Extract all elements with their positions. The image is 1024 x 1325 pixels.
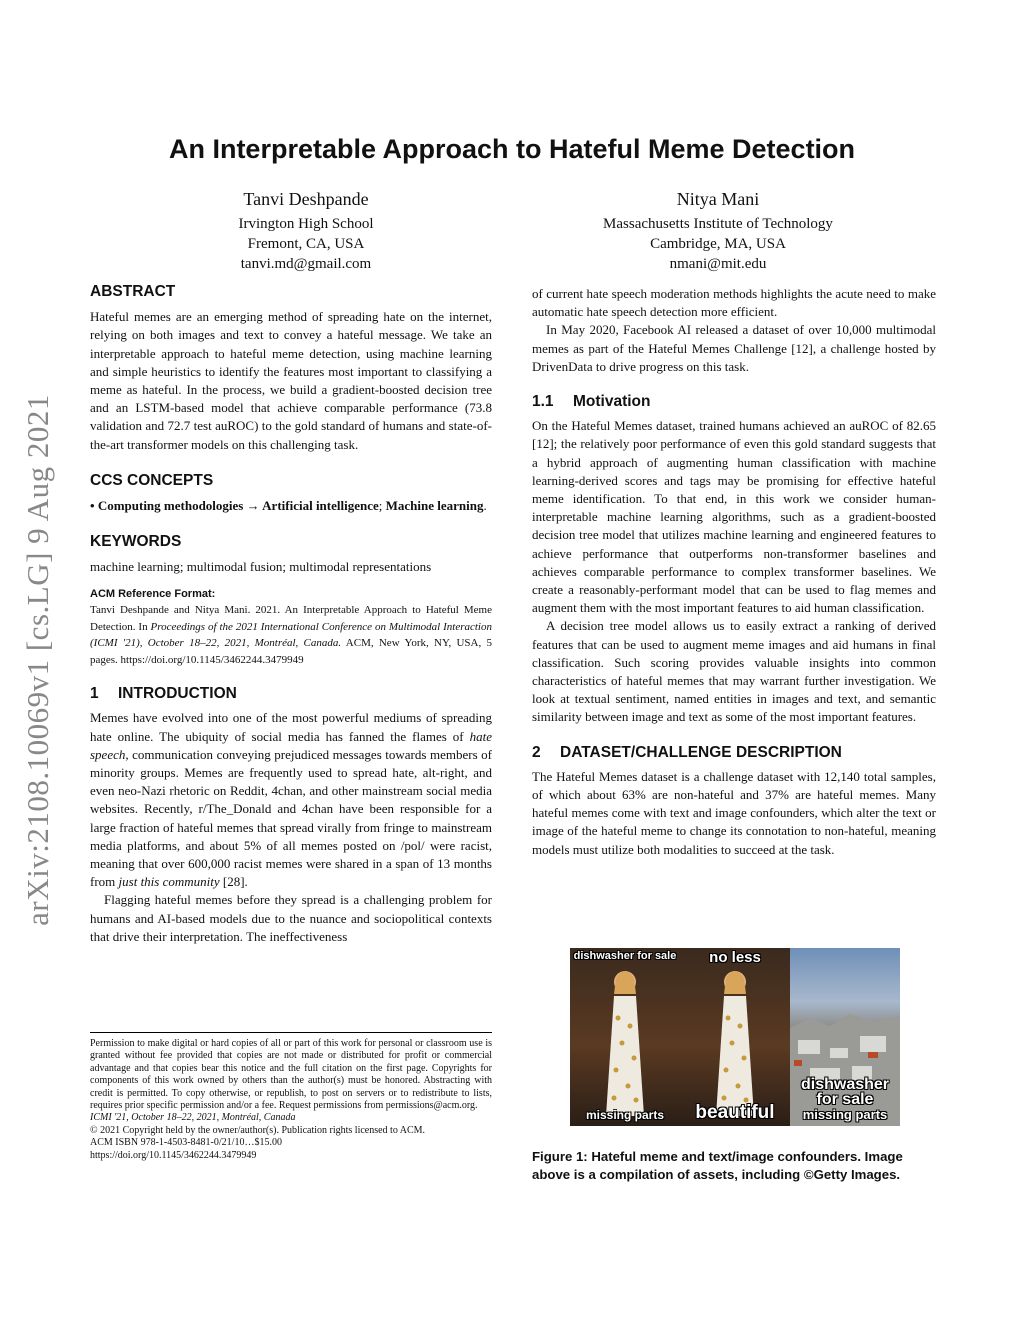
right-paragraph-1: In May 2020, Facebook AI released a dataset of over 10,000 multimodal memes as part of the Hateful Memes Challenge [12], a challenge hosted by DrivenData to drive progress on this task.: [532, 322, 936, 374]
section-number: 2: [532, 743, 541, 761]
motivation-paragraph-1: On the Hateful Memes dataset, trained humans achieved an auROC of 82.65 [12]; the relatively poor performance of even this gold standard suggests that a hybrid approach of augmenting human classification with machine learning-derived scores and tags may be promising for effective hateful meme identification. To that end, in this work we consider human-interpretable machine learning algorithms, such as a gradient-boosted decision tree model that utilizes machine learning and engineered features to achieve performance that outperforms non-transformer baselines and achieves comparable performance to complex transformer baselines. We create a reasonably-performant model that can be used to flag memes and augment them with the most important features to aid human classification.: [532, 418, 936, 616]
acm-ref-venue: Proceedings of the 2021 International Conference on Multimodal Interaction (ICMI '21), October 18–22, 2021, Montréal, Canada.: [90, 620, 492, 650]
meme-bottom-text: beautiful: [695, 1102, 775, 1123]
ccs-heading: CCS CONCEPTS: [90, 471, 214, 489]
meme-bottom-text: for sale: [816, 1091, 874, 1108]
arxiv-id: arXiv:2108.10069v1 [cs.LG] 9 Aug 2021: [20, 394, 55, 926]
section-title: DATASET/CHALLENGE DESCRIPTION: [560, 743, 842, 761]
motivation-heading: [532, 393, 936, 411]
acm-ref-part: ACM, New York, NY, USA, 5 pages. https://doi.org/10.1145/3462244.3479949: [90, 637, 492, 666]
author-block-1: [126, 186, 486, 274]
ccs-bullet: •: [90, 498, 95, 514]
intro-paragraph-2: Flagging hateful memes before they spread is a challenging problem for humans and AI-based models due to the nuance and sociopolitical contexts that drive their interpretation. The ineffectiveness: [90, 892, 492, 944]
dataset-heading: [532, 744, 936, 762]
acm-ref-heading: ACM Reference Format:: [90, 587, 216, 600]
text-run: Memes have evolved into one of the most powerful mediums of spreading hate online. The ubiquity of social media has fanned the flames of: [90, 710, 492, 744]
ccs-item: Computing methodologies: [97, 498, 244, 514]
meme-panel-1: [570, 948, 680, 1126]
meme-bottom-text-block: [790, 1077, 900, 1122]
woman-figure-icon: [680, 948, 790, 1126]
arxiv-stamp: [8, 350, 68, 970]
doi-line: https://doi.org/10.1145/3462244.3479949: [90, 1149, 257, 1161]
paper-title: An Interpretable Approach to Hateful Meme Detection: [168, 134, 856, 164]
author-location: Fremont, CA, USA: [247, 236, 365, 252]
text-run: [28].: [219, 874, 248, 890]
acm-ref-part: Tanvi Deshpande and Nitya Mani. 2021. An Interpretable Approach to Hateful Meme Detection. In: [90, 604, 492, 633]
ccs-sep: ;: [378, 498, 383, 514]
figure-caption: Figure 1: Hateful meme and text/image confounders. Image above is a compilation of assets, including ©Getty Images.: [532, 1149, 903, 1182]
section-number: 1: [90, 685, 99, 703]
intro-paragraph-1: [90, 709, 492, 891]
section-title: INTRODUCTION: [118, 685, 237, 703]
ccs-end: .: [483, 498, 487, 514]
meme-top-text: dishwasher for sale: [573, 950, 677, 962]
figure-1: [570, 948, 900, 1126]
woman-figure-icon: [570, 948, 680, 1126]
keywords-text: machine learning; multimodal fusion; multimodal representations: [90, 559, 432, 575]
acm-ref-text: [90, 602, 492, 668]
meme-bottom-text: dishwasher: [800, 1076, 890, 1093]
section-title: Motivation: [573, 393, 651, 411]
permission-text: Permission to make digital or hard copies of all or part of this work for personal or classroom use is granted without fee provided that copies are not made or distributed for profit or commercial advantage and that copies bear this notice and the full citation on the first page. Copyrights for components of this work owned by others than the author(s) must be honored. Abstracting with credit is permitted. To copy otherwise, or republish, to post on servers or to redistribute to lists, requires prior specific permission and/or a fee. Request permissions from permissions@acm.org.: [90, 1038, 492, 1112]
author-name: Tanvi Deshpande: [243, 189, 369, 209]
author-name: Nitya Mani: [676, 189, 760, 209]
meme-panel-3: [790, 948, 900, 1126]
meme-bottom-text: missing parts: [802, 1107, 888, 1122]
author-email: tanvi.md@gmail.com: [240, 256, 372, 272]
ccs-arrow: →: [246, 498, 260, 514]
author-block-2: [538, 186, 898, 274]
isbn-line: ACM ISBN 978-1-4503-8481-0/21/10…$15.00: [90, 1137, 282, 1149]
permission-block: [90, 1038, 492, 1162]
keywords-heading: KEYWORDS: [90, 533, 182, 551]
right-column: [532, 285, 936, 859]
right-paragraph-0: of current hate speech moderation methods highlights the acute need to make automatic hate speech detection more efficient.: [532, 286, 936, 320]
author-affiliation: Irvington High School: [238, 216, 374, 232]
author-email: nmani@mit.edu: [669, 256, 767, 272]
venue-line: ICMI '21, October 18–22, 2021, Montréal, Canada: [90, 1112, 296, 1124]
section-number: 1.1: [532, 393, 554, 411]
text-run-italic: just this community: [118, 874, 220, 890]
ccs-item: Machine learning: [385, 498, 484, 514]
abstract-text: Hateful memes are an emerging method of spreading hate on the internet, relying on both images and text to convey a hateful message. We take an interpretable approach to hateful meme detection, using machine learning and simple heuristics to identify the features most important to classifying a meme as hateful. In the process, we build a gradient-boosted decision tree and an LSTM-based model that achieve comparable performance (73.8 validation and 72.7 test auROC) to the gold standard of humans and state-of-the-art transformer models on this challenging task.: [90, 309, 492, 452]
copyright-line: © 2021 Copyright held by the owner/author(s). Publication rights licensed to ACM.: [90, 1124, 426, 1136]
meme-panel-2: [680, 948, 790, 1126]
footnote-rule: [90, 1032, 492, 1033]
author-affiliation: Massachusetts Institute of Technology: [603, 216, 833, 232]
meme-top-text: no less: [709, 949, 761, 966]
dataset-paragraph-1: The Hateful Memes dataset is a challenge dataset with 12,140 total samples, of which about 63% are non-hateful and 37% are hateful memes. Many hateful memes come with text and image confounders, which alter the text or image of the hateful meme to change its connotation to non-hateful, meaning models must utilize both modalities to succeed at the task.: [532, 768, 936, 857]
ccs-concepts: [90, 497, 492, 515]
text-run-italic: hate speech: [90, 728, 492, 762]
text-run: , communication conveying prejudiced messages towards members of minority groups. Memes are frequently used to spread hate, alt-right, and even neo-Nazi rhetoric on Reddit, 4chan, and other mainstream social media websites. Recently, r/The_Donald and 4chan have been responsible for a large fraction of hateful memes that spread virally from fringe to mainstream media platforms, and about 5% of all memes posted on /pol/ were racist, meaning that over 600,000 racist memes were shared in a span of 13 months from: [90, 746, 492, 890]
abstract-heading: ABSTRACT: [90, 283, 176, 300]
intro-heading: [90, 685, 492, 703]
ccs-item: Artificial intelligence: [262, 498, 379, 514]
meme-bottom-text: missing parts: [585, 1108, 665, 1122]
motivation-paragraph-2: A decision tree model allows us to easily extract a ranking of derived features that can be used to augment meme images and aid humans in final classification. Such scoring provides valuable insights into common characteristics of hateful memes that may warrant further investigation. We look at textual sentiment, named entities in images and text, and semantic similarity between image and text as some of the most important features.: [532, 618, 936, 725]
author-location: Cambridge, MA, USA: [650, 236, 786, 252]
left-column: [90, 283, 492, 946]
